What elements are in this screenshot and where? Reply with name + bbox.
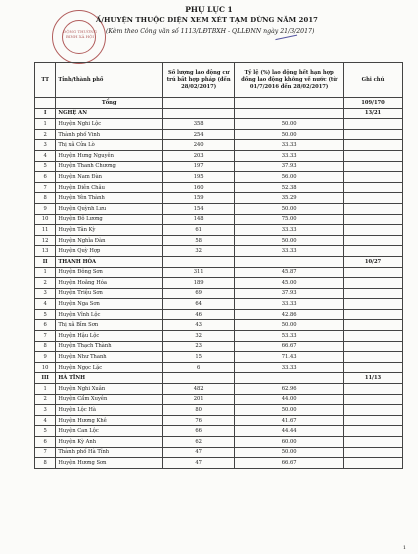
illegal-workers: 47 xyxy=(163,458,235,469)
row-number: 12 xyxy=(35,235,56,246)
table-row xyxy=(35,415,403,426)
overstay-ratio: 44.00 xyxy=(235,394,344,405)
row-note xyxy=(344,394,403,405)
province-row xyxy=(35,373,403,384)
document-subtitle: Ấ/HUYỆN THUỘC DIỆN XEM XÉT TẠM DỪNG NĂM 2017 xyxy=(96,16,318,24)
illegal-workers: 201 xyxy=(163,394,235,405)
illegal-workers: 15 xyxy=(163,352,235,363)
illegal-workers: 148 xyxy=(163,214,235,225)
row-number: 9 xyxy=(35,352,56,363)
province-name: HÀ TĨNH xyxy=(56,373,163,384)
province-number: II xyxy=(35,256,56,267)
row-note xyxy=(344,161,403,172)
table-row xyxy=(35,214,403,225)
row-number: 4 xyxy=(35,299,56,310)
table-row xyxy=(35,384,403,395)
province-ratio xyxy=(235,108,344,119)
row-number: 5 xyxy=(35,161,56,172)
province-note: 13/21 xyxy=(344,108,403,119)
document-reference: (Kèm theo Công văn số 1113/LĐTBXH - QLLĐNN ngày 21/3/2017) xyxy=(106,28,315,35)
row-number: 6 xyxy=(35,320,56,331)
overstay-ratio: 33.33 xyxy=(235,150,344,161)
district-name: Thành phố Vinh xyxy=(56,129,163,140)
district-name: Huyện Nghi Lộc xyxy=(56,119,163,130)
illegal-workers: 240 xyxy=(163,140,235,151)
row-note xyxy=(344,331,403,342)
overstay-ratio: 60.00 xyxy=(235,437,344,448)
overstay-ratio: 44.44 xyxy=(235,426,344,437)
illegal-workers: 254 xyxy=(163,129,235,140)
row-number: 13 xyxy=(35,246,56,257)
district-name: Huyện Yên Thành xyxy=(56,193,163,204)
table-row xyxy=(35,235,403,246)
total-workers xyxy=(163,98,235,109)
illegal-workers: 32 xyxy=(163,246,235,257)
row-note xyxy=(344,447,403,458)
row-note xyxy=(344,299,403,310)
overstay-ratio: 50.00 xyxy=(235,119,344,130)
row-number: 1 xyxy=(35,119,56,130)
district-name: Huyện Hương Khê xyxy=(56,415,163,426)
row-number: 8 xyxy=(35,193,56,204)
illegal-workers: 69 xyxy=(163,288,235,299)
row-note xyxy=(344,119,403,130)
handwritten-mark xyxy=(273,23,297,40)
district-name: Huyện Như Thanh xyxy=(56,352,163,363)
district-name: Huyện Đông Sơn xyxy=(56,267,163,278)
appendix-title: PHỤ LỤC 1 xyxy=(185,5,233,14)
row-note xyxy=(344,437,403,448)
table-row xyxy=(35,193,403,204)
district-name: Huyện Hưng Nguyên xyxy=(56,150,163,161)
illegal-workers: 62 xyxy=(163,437,235,448)
overstay-ratio: 66.67 xyxy=(235,458,344,469)
row-note xyxy=(344,193,403,204)
row-note xyxy=(344,362,403,373)
row-number: 2 xyxy=(35,394,56,405)
illegal-workers: 61 xyxy=(163,225,235,236)
district-name: Huyện Vĩnh Lộc xyxy=(56,309,163,320)
illegal-workers: 203 xyxy=(163,150,235,161)
row-note xyxy=(344,320,403,331)
data-table xyxy=(34,62,403,469)
row-note xyxy=(344,225,403,236)
illegal-workers: 160 xyxy=(163,182,235,193)
table-row xyxy=(35,341,403,352)
province-workers xyxy=(163,373,235,384)
illegal-workers: 43 xyxy=(163,320,235,331)
illegal-workers: 23 xyxy=(163,341,235,352)
table-row xyxy=(35,203,403,214)
overstay-ratio: 35.29 xyxy=(235,193,344,204)
overstay-ratio: 33.33 xyxy=(235,362,344,373)
overstay-ratio: 75.00 xyxy=(235,214,344,225)
illegal-workers: 482 xyxy=(163,384,235,395)
overstay-ratio: 41.67 xyxy=(235,415,344,426)
table-row xyxy=(35,182,403,193)
illegal-workers: 46 xyxy=(163,309,235,320)
header-name: Tỉnh/thành phố xyxy=(56,63,163,98)
row-number: 3 xyxy=(35,140,56,151)
total-tt xyxy=(35,98,56,109)
row-note xyxy=(344,214,403,225)
row-note xyxy=(344,288,403,299)
row-number: 10 xyxy=(35,214,56,225)
table-row xyxy=(35,225,403,236)
table-row xyxy=(35,362,403,373)
table-row xyxy=(35,426,403,437)
illegal-workers: 32 xyxy=(163,331,235,342)
row-note xyxy=(344,426,403,437)
illegal-workers: 159 xyxy=(163,193,235,204)
district-name: Thị xã Bỉm Sơn xyxy=(56,320,163,331)
header-tt: TT xyxy=(35,63,56,98)
row-number: 7 xyxy=(35,182,56,193)
row-note xyxy=(344,267,403,278)
table-row xyxy=(35,278,403,289)
district-name: Huyện Tân Kỳ xyxy=(56,225,163,236)
table-row xyxy=(35,458,403,469)
district-name: Huyện Nghi Xuân xyxy=(56,384,163,395)
illegal-workers: 197 xyxy=(163,161,235,172)
row-note xyxy=(344,415,403,426)
district-name: Huyện Hoằng Hóa xyxy=(56,278,163,289)
row-note xyxy=(344,182,403,193)
overstay-ratio: 71.43 xyxy=(235,352,344,363)
overstay-ratio: 50.00 xyxy=(235,203,344,214)
row-number: 7 xyxy=(35,331,56,342)
province-note: 11/13 xyxy=(344,373,403,384)
row-number: 9 xyxy=(35,203,56,214)
province-row xyxy=(35,256,403,267)
row-number: 4 xyxy=(35,150,56,161)
overstay-ratio: 37.93 xyxy=(235,288,344,299)
district-name: Thành phố Hà Tĩnh xyxy=(56,447,163,458)
overstay-ratio: 45.00 xyxy=(235,278,344,289)
province-ratio xyxy=(235,373,344,384)
table-row xyxy=(35,119,403,130)
overstay-ratio: 62.96 xyxy=(235,384,344,395)
row-number: 5 xyxy=(35,426,56,437)
row-note xyxy=(344,278,403,289)
table-row xyxy=(35,437,403,448)
table-row xyxy=(35,331,403,342)
overstay-ratio: 33.33 xyxy=(235,225,344,236)
row-number: 8 xyxy=(35,341,56,352)
illegal-workers: 76 xyxy=(163,415,235,426)
row-note xyxy=(344,246,403,257)
table-row xyxy=(35,309,403,320)
overstay-ratio: 50.00 xyxy=(235,320,344,331)
district-name: Huyện Kỳ Anh xyxy=(56,437,163,448)
table-row xyxy=(35,140,403,151)
row-note xyxy=(344,352,403,363)
illegal-workers: 47 xyxy=(163,447,235,458)
table-body xyxy=(35,98,403,469)
table-row xyxy=(35,299,403,310)
illegal-workers: 80 xyxy=(163,405,235,416)
overstay-ratio: 50.00 xyxy=(235,235,344,246)
row-number: 6 xyxy=(35,437,56,448)
document-header xyxy=(0,0,418,56)
row-note xyxy=(344,384,403,395)
row-note xyxy=(344,203,403,214)
total-row xyxy=(35,98,403,109)
district-name: Huyện Nghĩa Đàn xyxy=(56,235,163,246)
row-number: 1 xyxy=(35,267,56,278)
district-name: Huyện Nga Sơn xyxy=(56,299,163,310)
illegal-workers: 195 xyxy=(163,172,235,183)
row-number: 2 xyxy=(35,278,56,289)
table-header-row xyxy=(35,63,403,98)
table-row xyxy=(35,172,403,183)
district-name: Thị xã Cửa Lò xyxy=(56,140,163,151)
table-row xyxy=(35,288,403,299)
overstay-ratio: 45.87 xyxy=(235,267,344,278)
row-number: 11 xyxy=(35,225,56,236)
row-number: 2 xyxy=(35,129,56,140)
overstay-ratio: 33.33 xyxy=(235,299,344,310)
header-note: Ghi chú xyxy=(344,63,403,98)
row-number: 10 xyxy=(35,362,56,373)
province-workers xyxy=(163,108,235,119)
illegal-workers: 358 xyxy=(163,119,235,130)
district-name: Huyện Nam Đàn xyxy=(56,172,163,183)
illegal-workers: 6 xyxy=(163,362,235,373)
row-note xyxy=(344,309,403,320)
overstay-ratio: 37.93 xyxy=(235,161,344,172)
table-row xyxy=(35,394,403,405)
row-number: 6 xyxy=(35,172,56,183)
row-number: 5 xyxy=(35,309,56,320)
illegal-workers: 64 xyxy=(163,299,235,310)
illegal-workers: 58 xyxy=(163,235,235,246)
district-name: Huyện Hậu Lộc xyxy=(56,331,163,342)
row-number: 4 xyxy=(35,415,56,426)
row-note xyxy=(344,235,403,246)
table-row xyxy=(35,267,403,278)
province-note: 10/27 xyxy=(344,256,403,267)
province-name: NGHỆ AN xyxy=(56,108,163,119)
row-note xyxy=(344,150,403,161)
table-row xyxy=(35,129,403,140)
overstay-ratio: 66.67 xyxy=(235,341,344,352)
row-note xyxy=(344,140,403,151)
province-workers xyxy=(163,256,235,267)
table-row xyxy=(35,405,403,416)
district-name: Huyện Quỳnh Lưu xyxy=(56,203,163,214)
district-name: Huyện Diễn Châu xyxy=(56,182,163,193)
overstay-ratio: 50.00 xyxy=(235,129,344,140)
district-name: Huyện Quỳ Hợp xyxy=(56,246,163,257)
district-name: Huyện Đô Lương xyxy=(56,214,163,225)
province-name: THANH HÓA xyxy=(56,256,163,267)
table-row xyxy=(35,447,403,458)
total-ratio xyxy=(235,98,344,109)
table-row xyxy=(35,320,403,331)
total-note: 109/170 xyxy=(344,98,403,109)
province-ratio xyxy=(235,256,344,267)
illegal-workers: 66 xyxy=(163,426,235,437)
row-note xyxy=(344,129,403,140)
row-note xyxy=(344,405,403,416)
illegal-workers: 154 xyxy=(163,203,235,214)
row-number: 3 xyxy=(35,405,56,416)
district-name: Huyện Ngọc Lặc xyxy=(56,362,163,373)
overstay-ratio: 53.33 xyxy=(235,331,344,342)
table-row xyxy=(35,150,403,161)
row-note xyxy=(344,341,403,352)
district-name: Huyện Cẩm Xuyên xyxy=(56,394,163,405)
district-name: Huyện Triệu Sơn xyxy=(56,288,163,299)
row-note xyxy=(344,458,403,469)
page-number: 1 xyxy=(402,545,406,551)
overstay-ratio: 33.33 xyxy=(235,246,344,257)
district-name: Huyện Can Lộc xyxy=(56,426,163,437)
illegal-workers: 311 xyxy=(163,267,235,278)
stamp-text: ĐỘNG THƯƠNG BINH XÃ HỘI xyxy=(63,29,97,39)
district-name: Huyện Thanh Chương xyxy=(56,161,163,172)
overstay-ratio: 56.00 xyxy=(235,172,344,183)
table-row xyxy=(35,161,403,172)
district-name: Huyện Hương Sơn xyxy=(56,458,163,469)
row-number: 7 xyxy=(35,447,56,458)
province-number: III xyxy=(35,373,56,384)
header-ratio: Tỷ lệ (%) lao động hết hạn hợp đồng lao động không về nước (từ 01/7/2016 đến 28/02/2017) xyxy=(235,63,344,98)
province-number: I xyxy=(35,108,56,119)
illegal-workers: 189 xyxy=(163,278,235,289)
header-workers: Số lượng lao động cư trú bất hợp pháp (đến 28/02/2017) xyxy=(163,63,235,98)
province-row xyxy=(35,108,403,119)
district-name: Huyện Thạch Thành xyxy=(56,341,163,352)
table-row xyxy=(35,246,403,257)
overstay-ratio: 33.33 xyxy=(235,140,344,151)
table-row xyxy=(35,352,403,363)
row-number: 8 xyxy=(35,458,56,469)
overstay-ratio: 50.00 xyxy=(235,405,344,416)
total-label: Tổng xyxy=(56,98,163,109)
overstay-ratio: 42.86 xyxy=(235,309,344,320)
district-name: Huyện Lộc Hà xyxy=(56,405,163,416)
row-note xyxy=(344,172,403,183)
row-number: 1 xyxy=(35,384,56,395)
row-number: 3 xyxy=(35,288,56,299)
overstay-ratio: 52.38 xyxy=(235,182,344,193)
overstay-ratio: 50.00 xyxy=(235,447,344,458)
